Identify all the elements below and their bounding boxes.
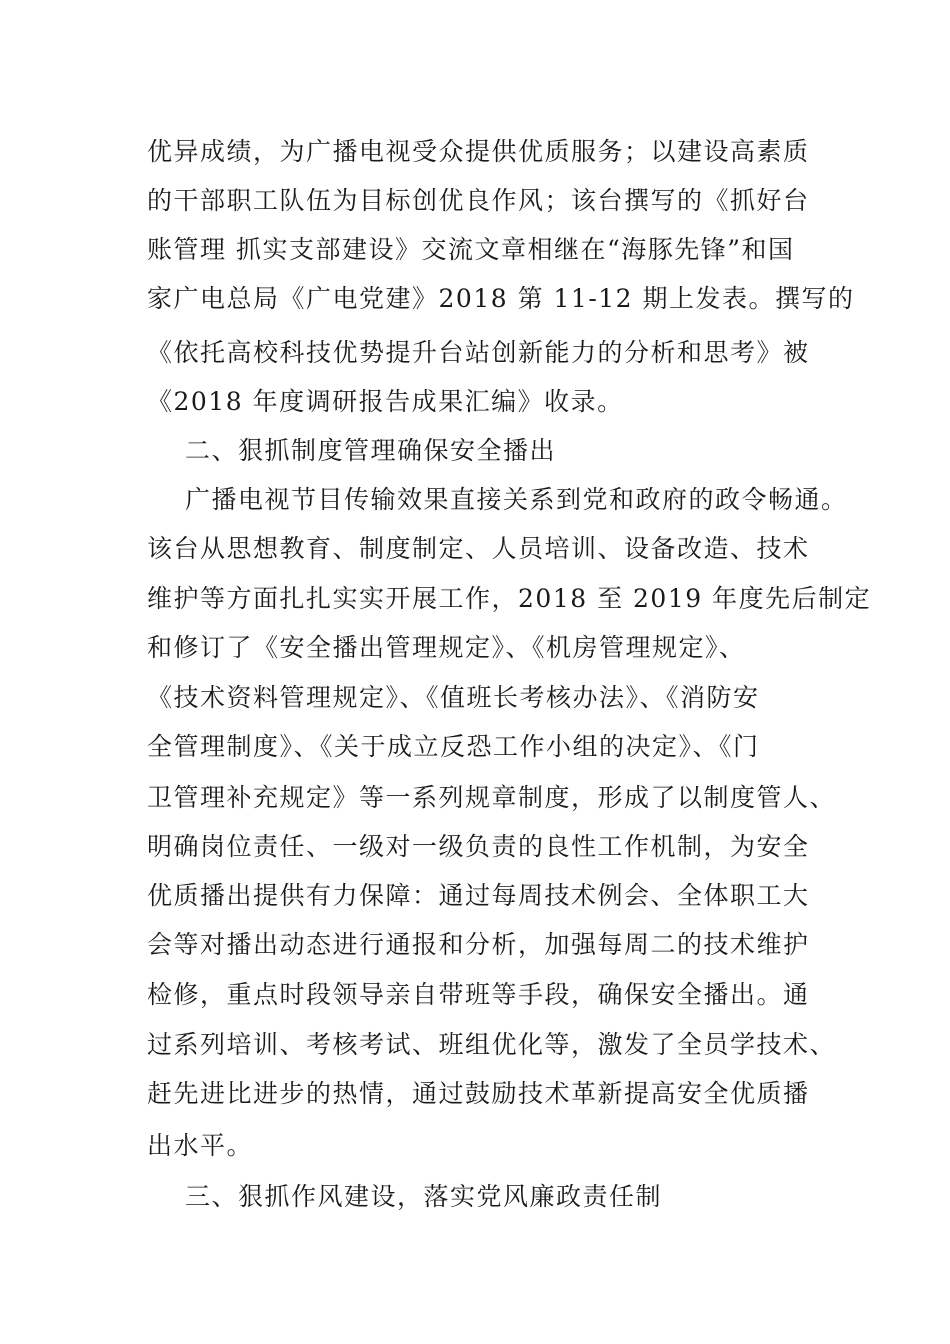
body-text-line: 过系列培训、考核考试、班组优化等，激发了全员学技术、 <box>147 1030 837 1059</box>
body-text-line: 《技术资料管理规定》、《值班长考核办法》、《消防安 <box>147 683 760 712</box>
body-text-line: 家广电总局《广电党建》2018 第 11-12 期上发表。撰写的 <box>147 284 855 313</box>
body-text-line: 《依托高校科技优势提升台站创新能力的分析和思考》被 <box>147 338 810 367</box>
body-text-line: 《2018 年度调研报告成果汇编》收录。 <box>147 387 624 416</box>
body-text-line: 维护等方面扎扎实实开展工作，2018 至 2019 年度先后制定 <box>147 584 872 613</box>
body-text-line: 明确岗位责任、一级对一级负责的良性工作机制，为安全 <box>147 832 810 861</box>
body-text-line: 优异成绩，为广播电视受众提供优质服务；以建设高素质 <box>147 137 810 166</box>
body-text-line: 优质播出提供有力保障：通过每周技术例会、全体职工大 <box>147 881 810 910</box>
body-text-line: 的干部职工队伍为目标创优良作风；该台撰写的《抓好台 <box>147 186 810 215</box>
body-text-line: 检修，重点时段领导亲自带班等手段，确保安全播出。通 <box>147 980 810 1009</box>
body-text-line: 出水平。 <box>147 1131 254 1160</box>
section-heading: 二、狠抓制度管理确保安全播出 <box>185 436 557 465</box>
body-text-line: 全管理制度》、《关于成立反恐工作小组的决定》、《门 <box>147 732 760 761</box>
section-heading: 三、狠抓作风建设，落实党风廉政责任制 <box>185 1182 663 1211</box>
body-text-line: 该台从思想教育、制度制定、人员培训、设备改造、技术 <box>147 534 810 563</box>
body-text-line: 会等对播出动态进行通报和分析，加强每周二的技术维护 <box>147 930 810 959</box>
body-text-line: 账管理 抓实支部建设》交流文章相继在“海豚先锋”和国 <box>147 235 795 264</box>
body-text-line: 卫管理补充规定》等一系列规章制度，形成了以制度管人、 <box>147 783 837 812</box>
paragraph-first-line: 广播电视节目传输效果直接关系到党和政府的政令畅通。 <box>185 485 848 514</box>
body-text-line: 和修订了《安全播出管理规定》、《机房管理规定》、 <box>147 633 746 662</box>
body-text-line: 赶先进比进步的热情，通过鼓励技术革新提高安全优质播 <box>147 1079 810 1108</box>
